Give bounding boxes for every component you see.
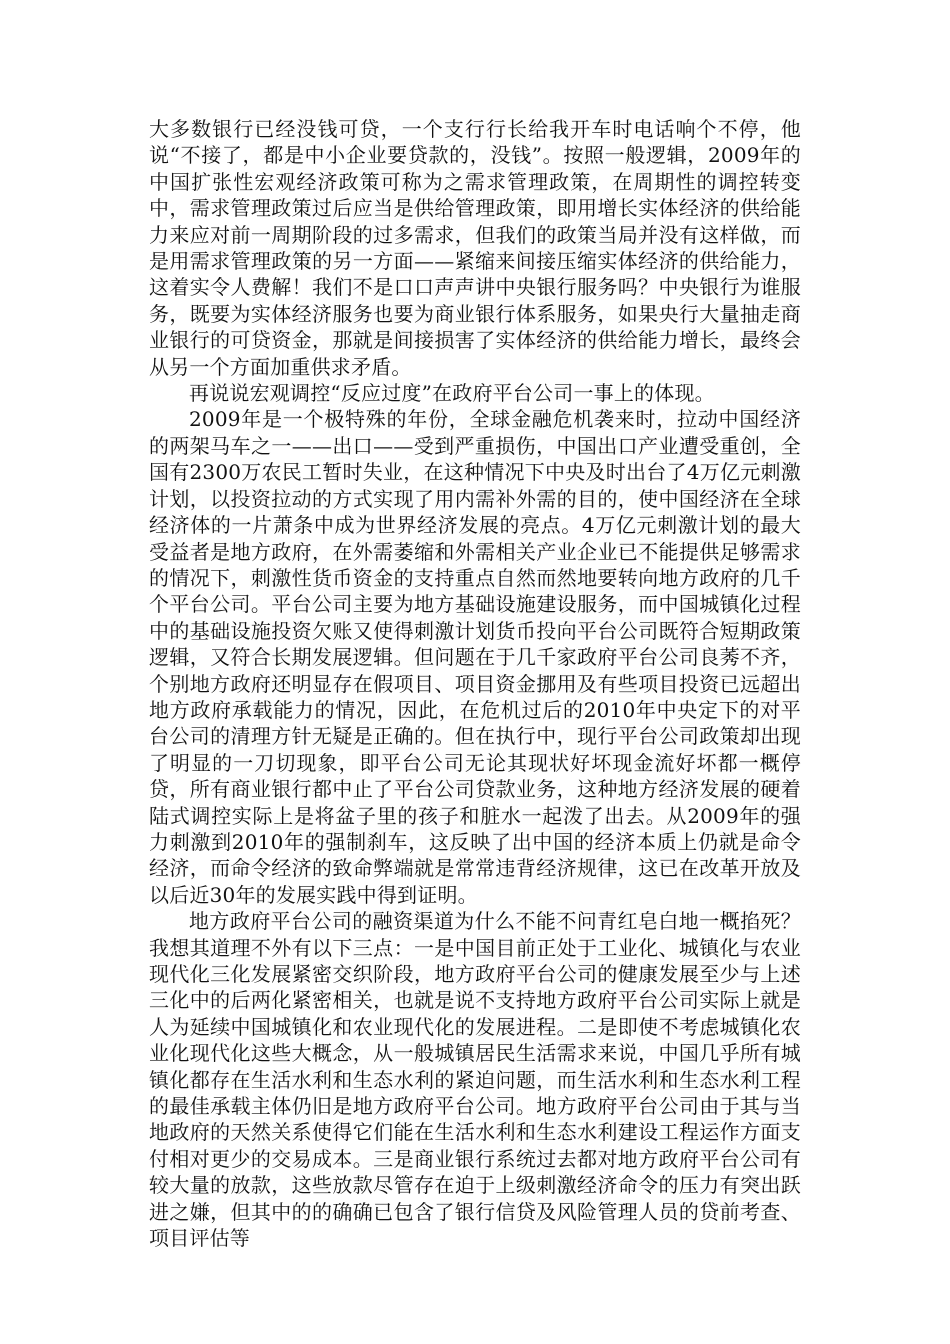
paragraph-3: 2009年是一个极特殊的年份，全球金融危机袭来时，拉动中国经济的两架马车之一——出口——受到严重损伤，中国出口产业遭受重创，全国有2300万农民工暂时失业，在这种情况下中央及时出台了4万亿元刺激计划，以投资拉动的方式实现了用内需补外需的目的，使中国经济在全球经济体的一片萧条中成为世界经济发展的亮点。4万亿元刺激计划的最大受益者是地方政府，在外需萎缩和外需相关产业企业已不能提供足够需求的情况下，刺激性货币资金的支持重点自然而然地要转向地方政府的几千个平台公司。平台公司主要为地方基础设施建设服务，而中国城镇化过程中的基础设施投资欠账又使得刺激计划货币投向平台公司既符合短期政策逻辑，又符合长期发展逻辑。但问题在于几千家政府平台公司良莠不齐，个别地方政府还明显存在假项目、项目资金挪用及有些项目投资已远超出地方政府承载能力的情况，因此，在危机过后的2010年中央定下的对平台公司的清理方针无疑是正确的。但在执行中，现行平台公司政策却出现了明显的一刀切现象，即平台公司无论其现状好坏现金流好坏都一概停贷，所有商业银行都中止了平台公司贷款业务，这种地方经济发展的硬着陆式调控实际上是将盆子里的孩子和脏水一起泼了出去。从2009年的强力刺激到2010年的强制刹车，这反映了出中国的经济本质上仍就是命令经济，而命令经济的致命弊端就是常常违背经济规律，这已在改革开放及以后近30年的发展实践中得到证明。: [149, 407, 801, 907]
paragraph-1: 大多数银行已经没钱可贷，一个支行行长给我开车时电话响个不停，他说“不接了，都是中小企业要贷款的，没钱”。按照一般逻辑，2009年的中国扩张性宏观经济政策可称为之需求管理政策，在周期性的调控转变中，需求管理政策过后应当是供给管理政策，即用增长实体经济的供给能力来应对前一周期阶段的过多需求，但我们的政策当局并没有这样做，而是用需求管理政策的另一方面——紧缩来间接压缩实体经济的供给能力，这着实令人费解！我们不是口口声声讲中央银行服务吗？中央银行为谁服务，既要为实体经济服务也要为商业银行体系服务，如果央行大量抽走商业银行的可贷资金，那就是间接损害了实体经济的供给能力增长，最终会从另一个方面加重供求矛盾。: [149, 117, 801, 379]
paragraph-2: 再说说宏观调控“反应过度”在政府平台公司一事上的体现。: [189, 381, 715, 406]
paragraph-4: 地方政府平台公司的融资渠道为什么不能不问青红皂白地一概掐死？我想其道理不外有以下三点：一是中国目前正处于工业化、城镇化与农业现代化三化发展紧密交织阶段，地方政府平台公司的健康发展至少与上述三化中的后两化紧密相关，也就是说不支持地方政府平台公司实际上就是人为延续中国城镇化和农业现代化的发展进程。二是即使不考虑城镇化农业化现代化这些大概念，从一般城镇居民生活需求来说，中国几乎所有城镇化都存在生活水利和生态水利的紧迫问题，而生活水利和生态水利工程的最佳承载主体仍旧是地方政府平台公司。地方政府平台公司由于其与当地政府的天然关系使得它们能在生活水利和生态水利建设工程运作方面支付相对更少的交易成本。三是商业银行系统过去都对地方政府平台公司有较大量的放款，这些放款尽管存在迫于上级刺激经济命令的压力有突出跃进之嫌，但其中的的确确已包含了银行信贷及风险管理人员的贷前考查、项目评估等: [149, 909, 801, 1251]
document-body: [149, 116, 801, 1251]
